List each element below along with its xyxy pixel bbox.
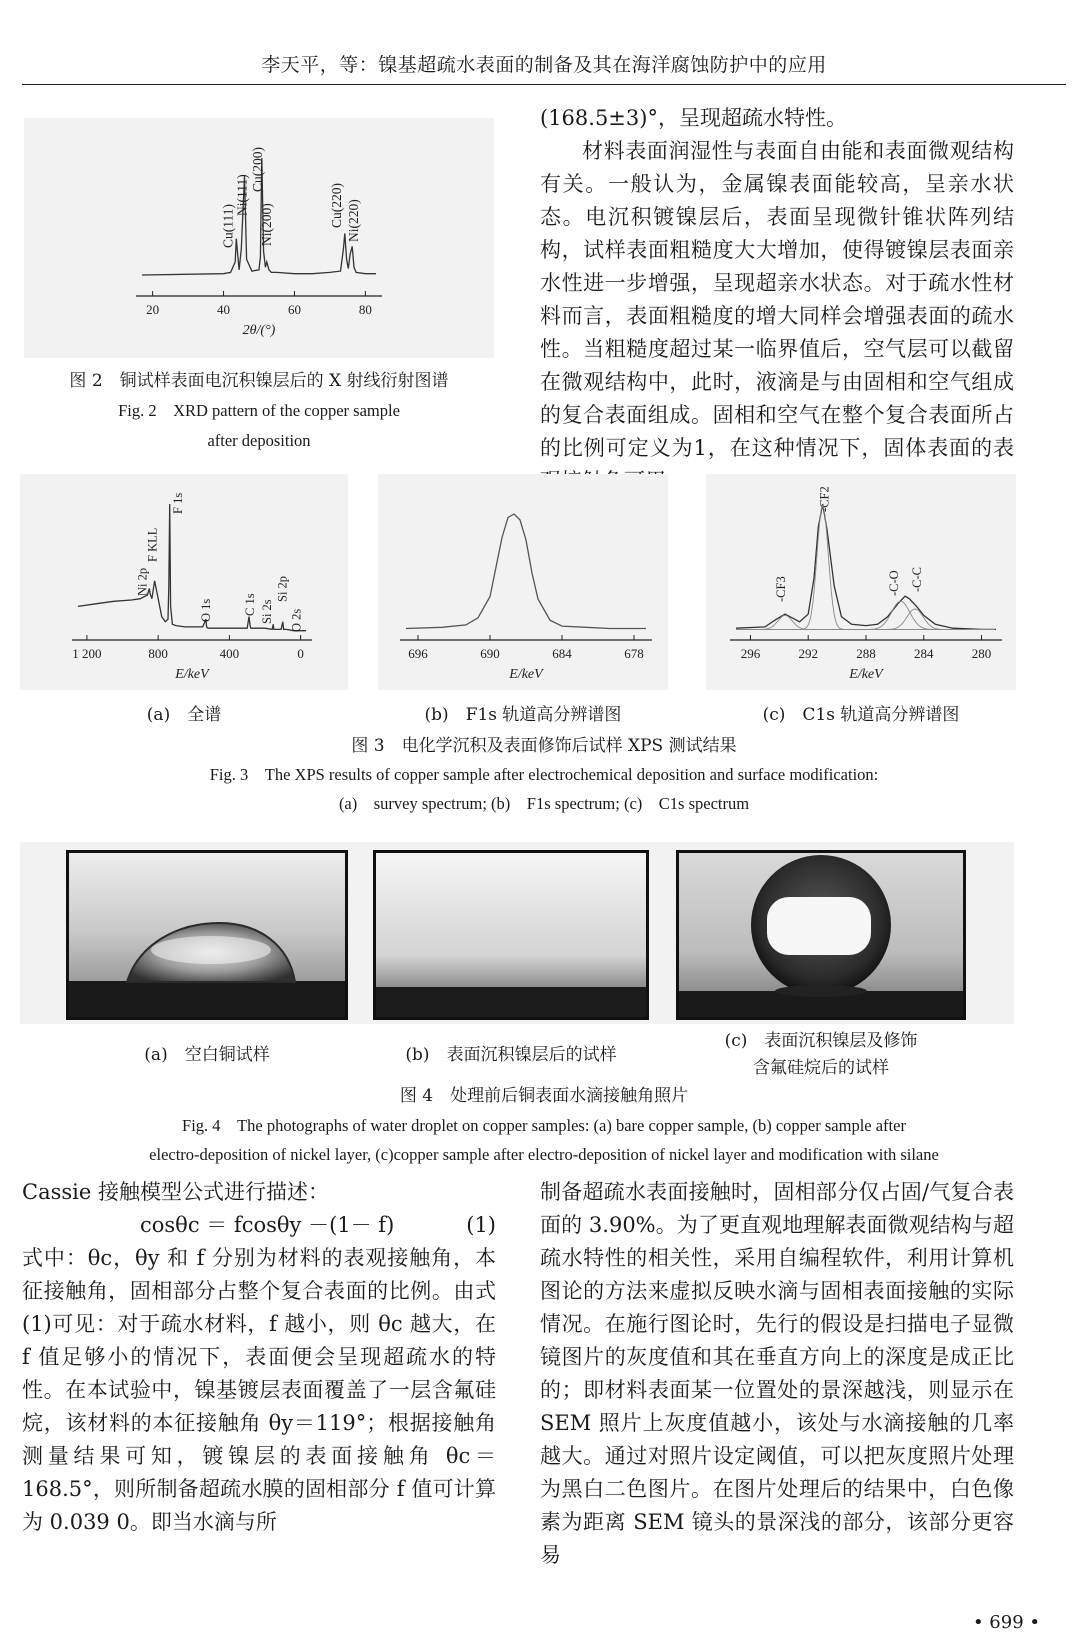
x-tick-label: 0	[297, 646, 304, 661]
fig4c-subcaption-line1: (c) 表面沉积镍层及修饰	[724, 1031, 918, 1051]
fig4-caption-cn: 图 4 处理前后铜表面水滴接触角照片	[399, 1086, 689, 1106]
fit-component-curve	[736, 615, 995, 629]
x-tick-label: 696	[408, 646, 428, 661]
x-tick-label: 288	[856, 646, 876, 661]
peak-label: -C-O	[887, 570, 902, 596]
peak-label: Si 2p	[275, 575, 290, 602]
fig3b-chart-panel	[378, 474, 668, 690]
left-column-bottom-text	[22, 1176, 496, 1539]
x-axis-label: E/keV	[849, 667, 883, 682]
peak-label: Cu(220)	[328, 183, 344, 228]
fig4a-photo	[66, 850, 348, 1020]
x-tick-label: 400	[219, 646, 240, 661]
right-column-top-text	[540, 102, 1014, 498]
fig3a-subcaption: (a) 全谱	[146, 705, 222, 725]
x-tick-label: 80	[358, 302, 372, 317]
data-series-line	[406, 514, 646, 629]
x-tick-label: 1 200	[72, 646, 102, 661]
equation-1	[22, 1209, 496, 1242]
paragraph: 式中：θc，θy 和 f 分别为材料的表观接触角，本征接触角，固相部分占整个复合表面的比例。由式(1)可见：对于疏水材料，f 越小，则 θc 越大，在 f 值足够小的情况下，表面便会呈现超疏水的特性。在本试验中，镍基镀层表面覆盖了一层含氟硅烷，该材料的本征接触角 θy＝119°；根据接触角测量结果可知，镀镍层的表面接触角 θc＝168.5°，则所制备超疏水膜的固相部分 f 值可计算为 0.039 0。即当水滴与所	[22, 1246, 496, 1534]
fig3c-c1s-chart	[706, 474, 1016, 690]
peak-label: Cu(111)	[220, 204, 236, 248]
fig4c-spherical-droplet-image	[679, 853, 963, 1017]
peak-label: Ni(111)	[234, 174, 250, 216]
peak-label: Ni(220)	[346, 199, 362, 242]
fig3a-survey-chart	[20, 474, 348, 690]
fig3b-f1s-chart	[378, 474, 668, 690]
fig4c-photo	[676, 850, 966, 1020]
fig4b-photo	[373, 850, 649, 1020]
peak-label: Ni(200)	[258, 203, 274, 246]
peak-label: Cu(200)	[249, 147, 265, 192]
x-axis-label: E/keV	[509, 667, 543, 682]
x-tick-label: 280	[971, 646, 992, 661]
x-tick-label: 20	[146, 302, 160, 317]
fig2-chart-panel	[24, 118, 494, 358]
x-tick-label: 800	[148, 646, 168, 661]
x-tick-label: 296	[740, 646, 761, 661]
fig4c-subcaption-line2: 含氟硅烷后的试样	[753, 1058, 889, 1078]
x-tick-label: 292	[798, 646, 818, 661]
peak-label: F 1s	[171, 492, 186, 514]
peak-label: O 2s	[289, 608, 304, 632]
right-column-bottom-text	[540, 1176, 1014, 1572]
fit-component-curve	[736, 505, 995, 629]
fig3c-chart-panel	[706, 474, 1016, 690]
fig4-caption-en-line2: electro-deposition of nickel layer, (c)copper sample after electro-deposition of nickel layer and modification with silane	[149, 1145, 939, 1164]
paragraph: (168.5±3)°，呈现超疏水特性。	[540, 106, 847, 130]
fig2-caption-en-line1: Fig. 2 XRD pattern of the copper sample	[118, 401, 400, 420]
paragraph: 材料表面润湿性与表面自由能和表面微观结构有关。一般认为，金属镍表面能较高，呈亲水状态。电沉积镀镍层后，表面呈现微针锥状阵列结构，试样表面粗糙度大大增加，使得镀镍层表面亲水性进一步增强，呈现超亲水状态。对于疏水性材料而言，表面粗糙度的增大同样会增强表面的疏水性。当粗糙度超过某一临界值后，空气层可以截留在微观结构中，此时，液滴是与由固相和空气组成的复合表面组成。固相和空气在整个复合表面所占的比例可定义为1，在这种情况下，固体表面的表	[540, 139, 1014, 460]
fig4a-droplet-image	[69, 853, 345, 1017]
x-tick-label: 60	[287, 302, 301, 317]
running-header-title: 李天平，等：镍基超疏水表面的制备及其在海洋腐蚀防护中的应用	[261, 54, 827, 76]
fig3a-chart-panel	[20, 474, 348, 690]
peak-label: Ni 2p	[135, 567, 150, 596]
x-axis-label: 2θ/(°)	[242, 323, 276, 338]
peak-label: O 1s	[198, 598, 213, 622]
fig4b-flat-surface-image	[376, 853, 646, 1017]
x-tick-label: 284	[914, 646, 934, 661]
peak-label: -CF3	[774, 576, 789, 602]
fig4b-subcaption: (b) 表面沉积镍层后的试样	[405, 1045, 617, 1065]
peak-label: -C-C	[910, 567, 925, 592]
fig3-caption-en-line2: (a) survey spectrum; (b) F1s spectrum; (c) C1s spectrum	[338, 794, 750, 813]
data-series-line	[736, 504, 996, 629]
x-tick-label: 690	[480, 646, 500, 661]
fig2-caption-cn: 图 2 铜试样表面电沉积镍层后的 X 射线衍射图谱	[69, 371, 449, 391]
fig4a-subcaption: (a) 空白铜试样	[144, 1045, 270, 1065]
peak-label: C 1s	[242, 593, 257, 616]
equation-number: (1)	[466, 1213, 496, 1237]
x-tick-label: 678	[624, 646, 644, 661]
x-axis-label: E/keV	[175, 667, 209, 682]
equation-body: cosθc ＝ fcosθy －(1－ f)	[140, 1213, 395, 1237]
paragraph: 制备超疏水表面接触时，固相部分仅占固/气复合表面的 3.90%。为了更直观地理解表面微观结构与超疏水特性的相关性，采用自编程软件，利用计算机图论的方法来虚拟反映水滴与固相表面接触的实际情况。在施行图论时，先行的假设是扫描电子显微镜图片的灰度值和其在垂直方向上的深度是成正比的；即材料表面某一位置处的景深越浅，则显示在 SEM 照片上灰度值越小，该处与水滴接触的几率越大。通过对照片设定阈值，可以把灰度照片处理为黑白二色图片。在图片处理后的结果中，白色像素为距离 SEM 镜头的景深浅的部分，该部分更容易	[540, 1180, 1014, 1567]
fig2-caption-en-line2: after deposition	[207, 431, 311, 450]
fig4-caption-en-line1: Fig. 4 The photographs of water droplet on copper samples: (a) bare copper sample, (b) copper sample after	[182, 1116, 906, 1135]
fig3c-subcaption: (c) C1s 轨道高分辨谱图	[762, 705, 960, 725]
peak-label: -CF2	[817, 486, 832, 512]
fig3b-subcaption: (b) F1s 轨道高分辨谱图	[424, 705, 622, 725]
fig3-caption-cn: 图 3 电化学沉积及表面修饰后试样 XPS 测试结果	[351, 736, 737, 756]
fit-component-curve	[736, 609, 995, 629]
fig2-xrd-chart	[24, 118, 494, 358]
fig3-caption-en-line1: Fig. 3 The XPS results of copper sample after electrochemical deposition and surface modification:	[209, 765, 879, 784]
x-tick-label: 684	[552, 646, 572, 661]
header-rule	[22, 84, 1066, 85]
paragraph: Cassie 接触模型公式进行描述：	[22, 1180, 329, 1204]
peak-label: Si 2s	[260, 599, 275, 624]
x-tick-label: 40	[217, 302, 231, 317]
peak-label: F KLL	[145, 527, 160, 562]
page-number: • 699 •	[972, 1612, 1040, 1633]
